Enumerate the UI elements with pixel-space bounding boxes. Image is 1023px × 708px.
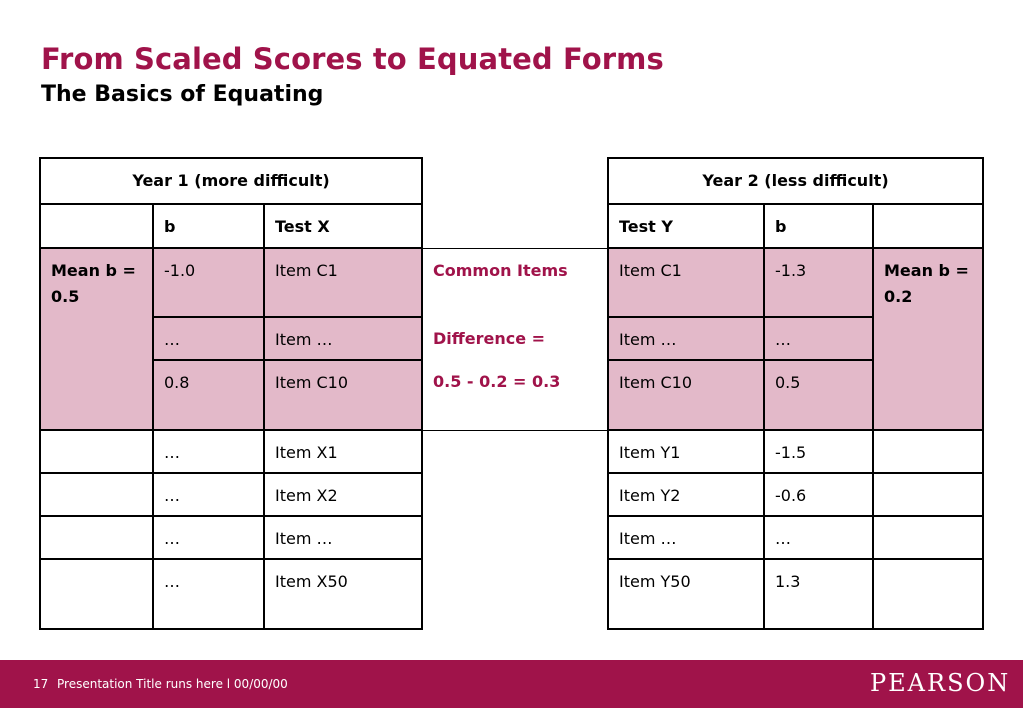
y-item-name: Item Y2 xyxy=(608,473,764,516)
col-header-b-right: b xyxy=(764,204,873,248)
blank-cell xyxy=(873,430,983,473)
difference-calculation: 0.5 - 0.2 = 0.3 xyxy=(422,360,608,430)
blank-cell xyxy=(40,559,153,629)
x-b-value: … xyxy=(153,559,264,629)
col-header-blank-left xyxy=(40,204,153,248)
y-b-value: -0.6 xyxy=(764,473,873,516)
page-subtitle: The Basics of Equating xyxy=(41,82,324,107)
y-b-value: -1.3 xyxy=(764,248,873,317)
footer-bar xyxy=(0,660,1023,708)
table-header-row xyxy=(40,158,983,204)
x-item-name: Item … xyxy=(264,516,422,559)
y-item-name: Item … xyxy=(608,317,764,360)
y-b-value: … xyxy=(764,317,873,360)
equating-table xyxy=(39,157,984,630)
spacer-cell xyxy=(422,473,608,516)
x-item-name: Item X50 xyxy=(264,559,422,629)
x-b-value: … xyxy=(153,317,264,360)
y-item-name: Item C1 xyxy=(608,248,764,317)
col-header-test-x: Test X xyxy=(264,204,422,248)
blank-cell xyxy=(40,430,153,473)
y-b-value: 1.3 xyxy=(764,559,873,629)
spacer-cell xyxy=(422,559,608,629)
y-item-name: Item C10 xyxy=(608,360,764,430)
x-b-value: 0.8 xyxy=(153,360,264,430)
year1-header: Year 1 (more difficult) xyxy=(40,158,422,204)
x-b-value: … xyxy=(153,516,264,559)
table-row xyxy=(40,360,983,430)
col-header-blank-right xyxy=(873,204,983,248)
blank-cell xyxy=(40,473,153,516)
difference-label: Difference = xyxy=(433,329,546,348)
spacer-cell xyxy=(422,158,608,204)
x-b-value: -1.0 xyxy=(153,248,264,317)
year2-header: Year 2 (less difficult) xyxy=(608,158,983,204)
col-header-b-left: b xyxy=(153,204,264,248)
table-row xyxy=(40,516,983,559)
y-b-value: -1.5 xyxy=(764,430,873,473)
y-item-name: Item Y50 xyxy=(608,559,764,629)
year2-mean-b: Mean b = 0.2 xyxy=(873,248,983,430)
col-header-test-y: Test Y xyxy=(608,204,764,248)
y-item-name: Item … xyxy=(608,516,764,559)
x-item-name: Item X1 xyxy=(264,430,422,473)
page-number: 17 xyxy=(33,677,49,691)
blank-cell xyxy=(873,516,983,559)
x-item-name: Item X2 xyxy=(264,473,422,516)
blank-cell xyxy=(40,516,153,559)
year1-mean-b: Mean b = 0.5 xyxy=(40,248,153,430)
blank-cell xyxy=(873,559,983,629)
x-item-name: Item C10 xyxy=(264,360,422,430)
spacer-cell xyxy=(422,516,608,559)
y-item-name: Item Y1 xyxy=(608,430,764,473)
x-b-value: … xyxy=(153,473,264,516)
blank-cell xyxy=(873,473,983,516)
x-item-name: Item … xyxy=(264,317,422,360)
pearson-logo: PEARSON xyxy=(870,669,1011,697)
footer-text: Presentation Title runs here l 00/00/00 xyxy=(57,677,288,691)
table-row xyxy=(40,473,983,516)
page-title: From Scaled Scores to Equated Forms xyxy=(41,42,664,76)
common-items-label: Common Items xyxy=(422,248,608,317)
spacer-cell xyxy=(422,430,608,473)
table-row xyxy=(40,317,983,360)
x-item-name: Item C1 xyxy=(264,248,422,317)
spacer-cell xyxy=(422,204,608,248)
y-b-value: … xyxy=(764,516,873,559)
column-header-row xyxy=(40,204,983,248)
y-b-value: 0.5 xyxy=(764,360,873,430)
table-row xyxy=(40,430,983,473)
table-row xyxy=(40,248,983,317)
x-b-value: … xyxy=(153,430,264,473)
table-row xyxy=(40,559,983,629)
